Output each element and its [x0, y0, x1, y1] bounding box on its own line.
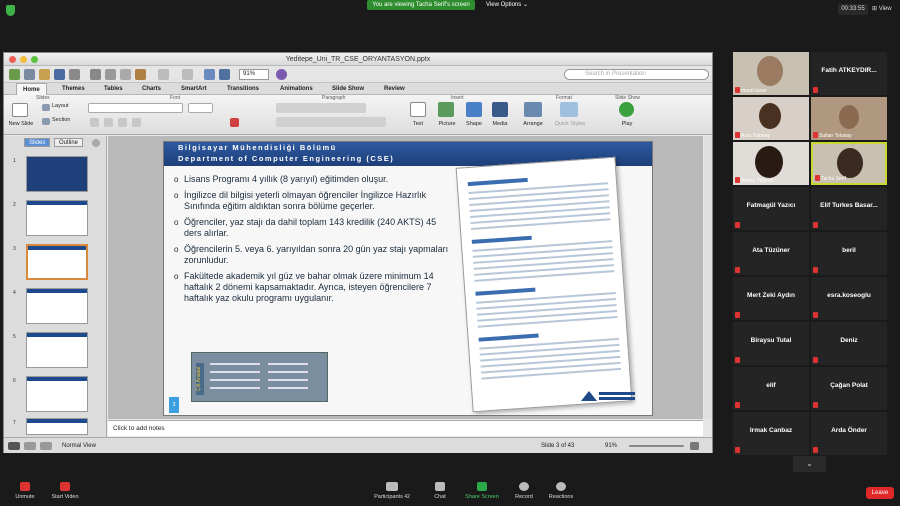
media-browser-icon[interactable] [219, 69, 230, 80]
participant-tile[interactable] [733, 367, 809, 410]
view-options-button[interactable]: View Options ⌄ [486, 2, 528, 8]
bullet-item: o İngilizce dil bilgisi yeterli olmayan öğrenciler İngilizce Hazırlık Sınıfında eğitim aldıktan sonra bölüme geçerler. [174, 190, 449, 212]
gallery-icon[interactable] [204, 69, 215, 80]
participant-tile[interactable] [811, 367, 887, 410]
double-major-box [191, 352, 328, 402]
play-button[interactable]: Play [621, 121, 633, 127]
bullet-item: o Fakültede akademik yıl güz ve bahar olmak üzere minimum 14 haftalık 2 dönemi kapsamaktadır. Ayrıca, isteyen öğrencilere 7 haftalık yaz okulu programı uygulanır. [174, 271, 449, 304]
picture-icon [438, 102, 454, 117]
paste-icon[interactable] [120, 69, 131, 80]
slide-counter: Slide 3 of 43 [541, 443, 575, 449]
tab-home[interactable]: Home [16, 83, 47, 95]
tab-tables[interactable]: Tables [104, 86, 123, 92]
participant-tile[interactable] [733, 52, 809, 95]
tab-review[interactable]: Review [384, 86, 405, 92]
font-color-icon[interactable] [230, 118, 239, 127]
share-screen-label: Share Screen [465, 494, 499, 500]
participant-tile[interactable] [733, 97, 809, 140]
slide-thumbnail[interactable] [26, 332, 88, 368]
meeting-timer: 00:33:55 [838, 4, 868, 15]
tab-transitions[interactable]: Transitions [227, 86, 260, 92]
double-major-label: Çift Anadal [196, 363, 204, 395]
view-mode-label: Normal View [62, 443, 96, 449]
cut-icon[interactable] [90, 69, 101, 80]
zoom-bottom-bar [0, 479, 900, 506]
slide-thumbnail[interactable] [26, 376, 88, 412]
start-video-label: Start Video [51, 494, 79, 500]
participant-tile[interactable] [733, 232, 809, 275]
underline-icon[interactable] [118, 118, 127, 127]
video-off-icon [60, 482, 70, 491]
ribbon-tabs [4, 83, 712, 95]
panel-tabs [4, 136, 106, 148]
reactions-label: Reactions [548, 494, 574, 500]
status-bar [4, 437, 712, 453]
quick-styles-button[interactable]: Quick Styles [554, 121, 586, 127]
participant-tile[interactable] [811, 412, 887, 455]
new-slide-icon[interactable] [12, 103, 28, 117]
group-label-insert: Insert [451, 95, 464, 101]
copy-icon[interactable] [105, 69, 116, 80]
slide-page-number: 3 [169, 397, 179, 413]
alignment-controls[interactable] [276, 117, 386, 127]
participant-tile[interactable] [811, 277, 887, 320]
thumb-number: 2 [13, 202, 16, 208]
layout-icon [42, 104, 50, 111]
media-icon [492, 102, 508, 117]
slide-thumbnail[interactable] [26, 288, 88, 324]
share-screen-icon [477, 482, 487, 491]
tab-charts[interactable]: Charts [142, 86, 162, 92]
save-icon[interactable] [54, 69, 65, 80]
tab-slide-show[interactable]: Slide Show [332, 86, 365, 92]
section-icon [42, 118, 50, 125]
bullet-list [174, 174, 449, 309]
thumb-number: 7 [13, 420, 16, 426]
participant-name: Ata Tüzüner [752, 247, 790, 254]
participant-tile[interactable] [811, 322, 887, 365]
group-label-format: Format [556, 95, 572, 101]
layout-button[interactable]: Layout [52, 103, 69, 109]
record-icon [519, 482, 529, 491]
group-label-paragraph: Paragraph [322, 95, 346, 101]
participants-icon [386, 482, 398, 491]
standard-toolbar [4, 66, 712, 83]
participant-tile[interactable] [811, 232, 887, 275]
close-panel-icon[interactable] [92, 139, 100, 147]
templates-icon[interactable] [24, 69, 35, 80]
notes-pane[interactable]: Click to add notes [108, 420, 703, 436]
text-button[interactable]: Text [412, 121, 424, 127]
thumb-number: 5 [13, 334, 16, 340]
reactions-button[interactable] [536, 482, 586, 500]
strikethrough-icon[interactable] [132, 118, 141, 127]
group-label-slides: Slides [36, 95, 50, 101]
thumb-number: 3 [13, 246, 16, 252]
shape-icon [466, 102, 482, 117]
new-file-icon[interactable] [9, 69, 20, 80]
help-icon[interactable] [276, 69, 287, 80]
participant-name: Biraysu Tutal [750, 337, 792, 344]
participant-name: Ahsen Yıldırım [741, 178, 774, 184]
shield-icon[interactable] [6, 5, 15, 16]
slide-editing-area [108, 136, 703, 419]
participant-name: murat turan [741, 88, 767, 94]
view-button[interactable]: ⊞ View [872, 6, 892, 12]
participant-video [839, 105, 859, 129]
normal-view-icon[interactable] [8, 442, 20, 450]
search-input[interactable]: Search in Presentation [564, 69, 709, 80]
zoom-top-bar [0, 0, 900, 22]
record-label: Record [515, 494, 533, 500]
slide-title-en: Department of Computer Engineering (CSE) [178, 154, 395, 163]
participant-name: esra.koseoglu [827, 292, 871, 299]
participant-tile[interactable] [733, 277, 809, 320]
window-title: Yeditepe_Uni_TR_CSE_ORYANTASYON.pptx [285, 56, 431, 63]
text-box-icon [410, 102, 426, 117]
participant-name: Tacha Serif [821, 176, 847, 182]
participant-name: Çağan Polat [830, 382, 868, 389]
redo-icon[interactable] [182, 69, 193, 80]
powerpoint-window [3, 52, 713, 453]
window-titlebar [4, 53, 712, 66]
paragraph-controls[interactable] [276, 103, 366, 113]
reactions-icon [556, 482, 566, 491]
bullet-item: o Öğrencilerin 5. veya 6. yarıyıldan sonra 20 gün yaz stajı yapmaları zorunludur. [174, 244, 449, 266]
participant-tile[interactable] [733, 322, 809, 365]
quick-styles-icon [560, 102, 578, 117]
microphone-muted-icon [20, 482, 30, 491]
vertical-scrollbar[interactable] [704, 136, 712, 419]
fit-window-icon[interactable] [690, 442, 699, 450]
chevron-down-icon[interactable]: ⌄ [793, 456, 826, 472]
participant-name: Fatih ATKEYDIR... [821, 67, 877, 74]
font-size-select[interactable] [188, 103, 213, 113]
participant-tile[interactable] [811, 52, 887, 95]
thumb-number: 6 [13, 378, 16, 384]
print-icon[interactable] [69, 69, 80, 80]
zoom-slider[interactable] [629, 445, 684, 447]
participant-name: Mert Zeki Aydın [747, 292, 795, 299]
group-label-slide-show: Slide Show [615, 95, 641, 101]
chat-icon [435, 482, 445, 491]
participants-label: Participants [374, 494, 403, 500]
thumb-number: 4 [13, 290, 16, 296]
leave-button[interactable]: Leave [866, 487, 894, 499]
chat-label: Chat [434, 494, 446, 500]
bullet-item: o Öğrenciler, yaz stajı da dahil toplam 143 kredilik (240 AKTS) 45 ders alırlar. [174, 217, 449, 239]
participant-tile[interactable] [733, 142, 809, 185]
thumb-number: 1 [13, 158, 16, 164]
participant-video [755, 146, 783, 178]
arrange-icon [524, 102, 542, 117]
slide-show-view-icon[interactable] [40, 442, 52, 450]
open-icon[interactable] [39, 69, 50, 80]
participants-gallery [728, 52, 900, 462]
participant-name: beril [842, 247, 856, 254]
slide-thumbnail-selected[interactable] [26, 244, 88, 280]
slide-thumbnail[interactable] [26, 156, 88, 192]
undo-icon[interactable] [158, 69, 169, 80]
arrange-button[interactable]: Arrange [523, 121, 543, 127]
new-slide-button[interactable]: New Slide [8, 121, 34, 127]
participant-tile[interactable] [733, 412, 809, 455]
group-label-font: Font [170, 95, 181, 101]
media-button[interactable]: Media [492, 121, 508, 127]
slides-panel [4, 136, 107, 437]
viewing-banner: You are viewing Tacha Serif's screen [367, 0, 475, 10]
italic-icon[interactable] [104, 118, 113, 127]
bullet-item: o Lisans Programı 4 yıllık (8 yarıyıl) eğitimden oluşur. [174, 174, 449, 185]
curriculum-document-image [456, 157, 633, 413]
participant-name: Sultan Tolunay [819, 133, 852, 139]
section-button[interactable]: Section [52, 117, 71, 123]
participant-tile-active-speaker[interactable] [811, 142, 887, 185]
start-video-button[interactable] [40, 482, 90, 500]
participant-name: elif [766, 382, 776, 389]
picture-button[interactable]: Picture [438, 121, 456, 127]
tab-slides[interactable]: Slides [24, 138, 50, 147]
tab-outline[interactable]: Outline [54, 138, 83, 147]
play-icon [619, 102, 634, 117]
slide-thumbnail[interactable] [26, 200, 88, 236]
bold-icon[interactable] [90, 118, 99, 127]
slide-sorter-icon[interactable] [24, 442, 36, 450]
tab-animations[interactable]: Animations [280, 86, 313, 92]
status-zoom: 91% [605, 443, 618, 449]
participant-video [759, 103, 781, 129]
unmute-label: Unmute [15, 494, 35, 500]
slide-thumbnail[interactable] [26, 418, 88, 435]
slide-title-tr: Bilgisayar Mühendisliği Bölümü [178, 143, 337, 152]
font-name-select[interactable] [88, 103, 183, 113]
tab-smartart[interactable]: SmartArt [181, 86, 207, 92]
participant-name: Elif Turkes Basar... [820, 202, 878, 209]
format-painter-icon[interactable] [135, 69, 146, 80]
participant-name: Fatmagül Yazıcı [746, 202, 796, 209]
zoom-select[interactable]: 91% [239, 69, 269, 80]
shape-button[interactable]: Shape [466, 121, 482, 127]
yeditepe-logo [579, 387, 639, 405]
tab-themes[interactable]: Themes [62, 86, 85, 92]
participant-video [757, 56, 783, 86]
participants-button[interactable] [367, 482, 417, 500]
participant-name: Arzu Tolunay [741, 133, 770, 139]
participant-video [837, 148, 863, 178]
participant-tile[interactable] [811, 97, 887, 140]
participants-count: 42 [404, 494, 410, 500]
participant-name: Irmak Canbaz [749, 427, 793, 434]
current-slide[interactable] [163, 141, 653, 416]
ribbon [4, 95, 712, 135]
participant-name: Arda Önder [831, 427, 867, 434]
participant-tile[interactable] [733, 187, 809, 230]
participant-tile[interactable] [811, 187, 887, 230]
participant-name: Deniz [840, 337, 858, 344]
